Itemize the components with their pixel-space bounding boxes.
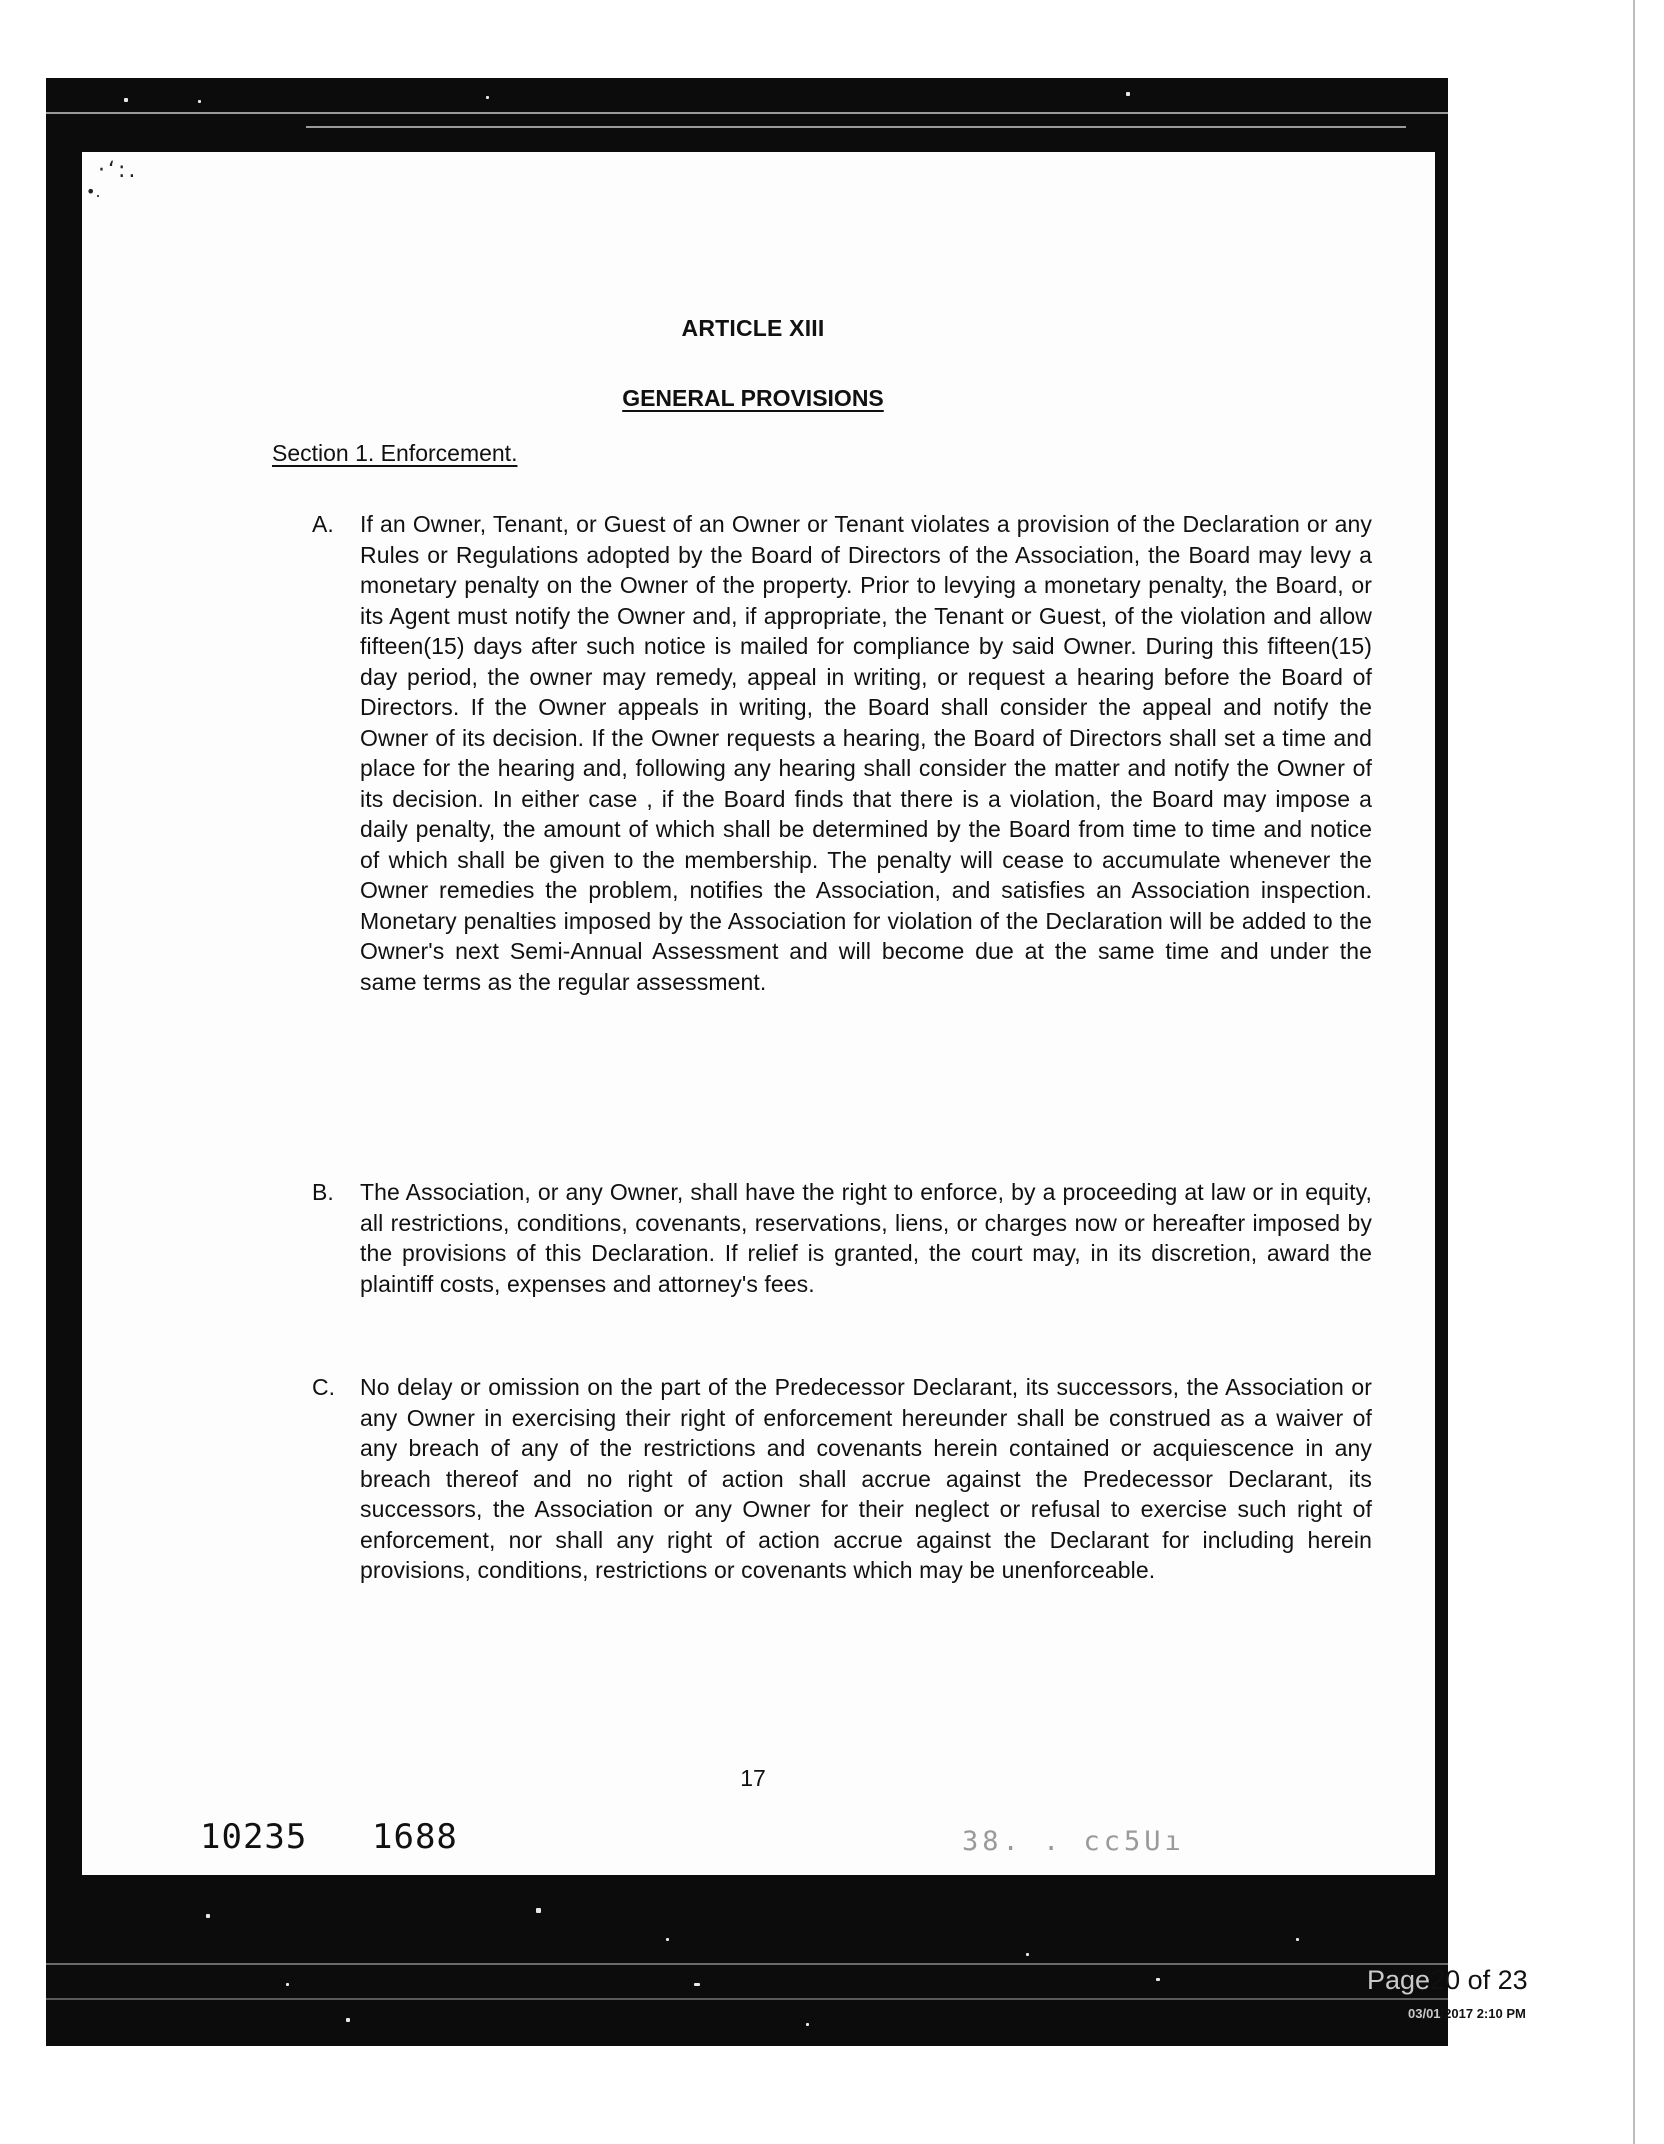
scan-artifact bbox=[306, 126, 1406, 128]
document-page bbox=[82, 152, 1435, 1875]
scan-speck bbox=[206, 1914, 210, 1918]
scan-speck bbox=[124, 98, 128, 102]
book-number: 10235 bbox=[200, 1817, 308, 1857]
section-heading-text: Section 1. Enforcement. bbox=[272, 440, 518, 466]
page-edge-line bbox=[1633, 0, 1635, 2144]
paragraph-a bbox=[312, 509, 1372, 997]
print-date-prefix: 03/01 bbox=[1408, 2006, 1441, 2021]
viewer-page-counter bbox=[1367, 1965, 1528, 1996]
page-number: 17 bbox=[740, 1765, 766, 1791]
scan-speck bbox=[694, 1983, 700, 1986]
page-word: Page bbox=[1367, 1965, 1431, 1995]
scan-mark: •. bbox=[86, 182, 101, 201]
paragraph-text: If an Owner, Tenant, or Guest of an Owner or Tenant violates a provision of the Declaration or any Rules or Regulations adopted by the Board of Directors of the Association, the Board may levy a monetary penalty on the Owner of the property. Prior to levying a monetary penalty, the Board, or its Agent must notify the Owner and, if appropriate, the Tenant or Guest, of the violation and allow fifteen(15) days after such notice is mailed for compliance by said Owner. During this fifteen(15) day period, the owner may remedy, appeal in writing, or request a hearing before the Board of Directors. If the Owner appeals in writing, the Board shall consider the appeal and notify the Owner of its decision. If the Owner requests a hearing, the Board of Directors shall set a time and place for the hearing and, following any hearing shall consider the matter and notify the Owner of its decision. In either case , if the Board finds that there is a violation, the Board may impose a daily penalty, the amount of which shall be determined by the Board from time to time and notice of which shall be given to the membership. The penalty will cease to accumulate whenever the Owner remedies the problem, notifies the Association, and satisfies an Association inspection. Monetary penalties imposed by the Association for violation of the Declaration will be added to the Owner's next Semi-Annual Assessment and will become due at the same time and under the same terms as the regular assessment. bbox=[360, 511, 1372, 995]
scan-speck bbox=[346, 2018, 350, 2022]
scan-artifact bbox=[46, 1998, 1448, 2000]
scan-speck bbox=[806, 2023, 809, 2026]
provisions-heading-text: GENERAL PROVISIONS bbox=[622, 385, 884, 411]
article-heading: ARTICLE XIII bbox=[681, 315, 825, 341]
paragraph-letter: B. bbox=[312, 1179, 334, 1205]
scan-speck bbox=[536, 1908, 541, 1913]
page-reference: 1688 bbox=[372, 1817, 458, 1857]
scan-speck bbox=[1026, 1953, 1029, 1956]
scan-speck bbox=[286, 1983, 289, 1986]
paragraph-text: No delay or omission on the part of the Predecessor Declarant, its successors, the Association or any Owner in exercising their right of enforcement hereunder shall be construed as a waiver of any breach of any of the restrictions and covenants herein contained or acquiescence in any breach thereof and no right of action shall accrue against the Predecessor Declarant, its successors, the Association or any Owner for their neglect or refusal to exercise such right of enforcement, nor shall any right of action accrue against the Declarant for including herein provisions, conditions, restrictions or covenants which may be unenforceable. bbox=[360, 1374, 1372, 1583]
paragraph-b bbox=[312, 1177, 1372, 1299]
viewer-print-date bbox=[1408, 2006, 1526, 2021]
scan-artifact bbox=[46, 112, 1448, 114]
scan-artifact bbox=[46, 1963, 1448, 1965]
page-counter-value: 20 of 23 bbox=[1430, 1965, 1528, 1995]
smudged-stamp: 38. . cc5Uı bbox=[962, 1826, 1185, 1857]
paragraph-c bbox=[312, 1372, 1372, 1586]
provisions-heading bbox=[82, 385, 1424, 412]
scan-speck bbox=[1296, 1938, 1299, 1941]
scan-speck bbox=[666, 1938, 669, 1941]
section-heading bbox=[272, 440, 517, 467]
paragraph-text: The Association, or any Owner, shall have the right to enforce, by a proceeding at law or in equity, all restrictions, conditions, covenants, reservations, liens, or charges now or hereafter imposed by the provisions of this Declaration. If relief is granted, the court may, in its discretion, award the plaintiff costs, expenses and attorney's fees. bbox=[360, 1179, 1372, 1297]
scan-speck bbox=[198, 100, 201, 103]
paragraph-letter: A. bbox=[312, 511, 334, 537]
scan-speck bbox=[1126, 92, 1130, 96]
print-date-value: /2017 2:10 PM bbox=[1440, 2006, 1526, 2021]
paragraph-letter: C. bbox=[312, 1374, 335, 1400]
scan-speck bbox=[1156, 1978, 1160, 1981]
scan-speck bbox=[486, 96, 489, 99]
scan-mark: ·ʻ:. bbox=[98, 158, 139, 183]
